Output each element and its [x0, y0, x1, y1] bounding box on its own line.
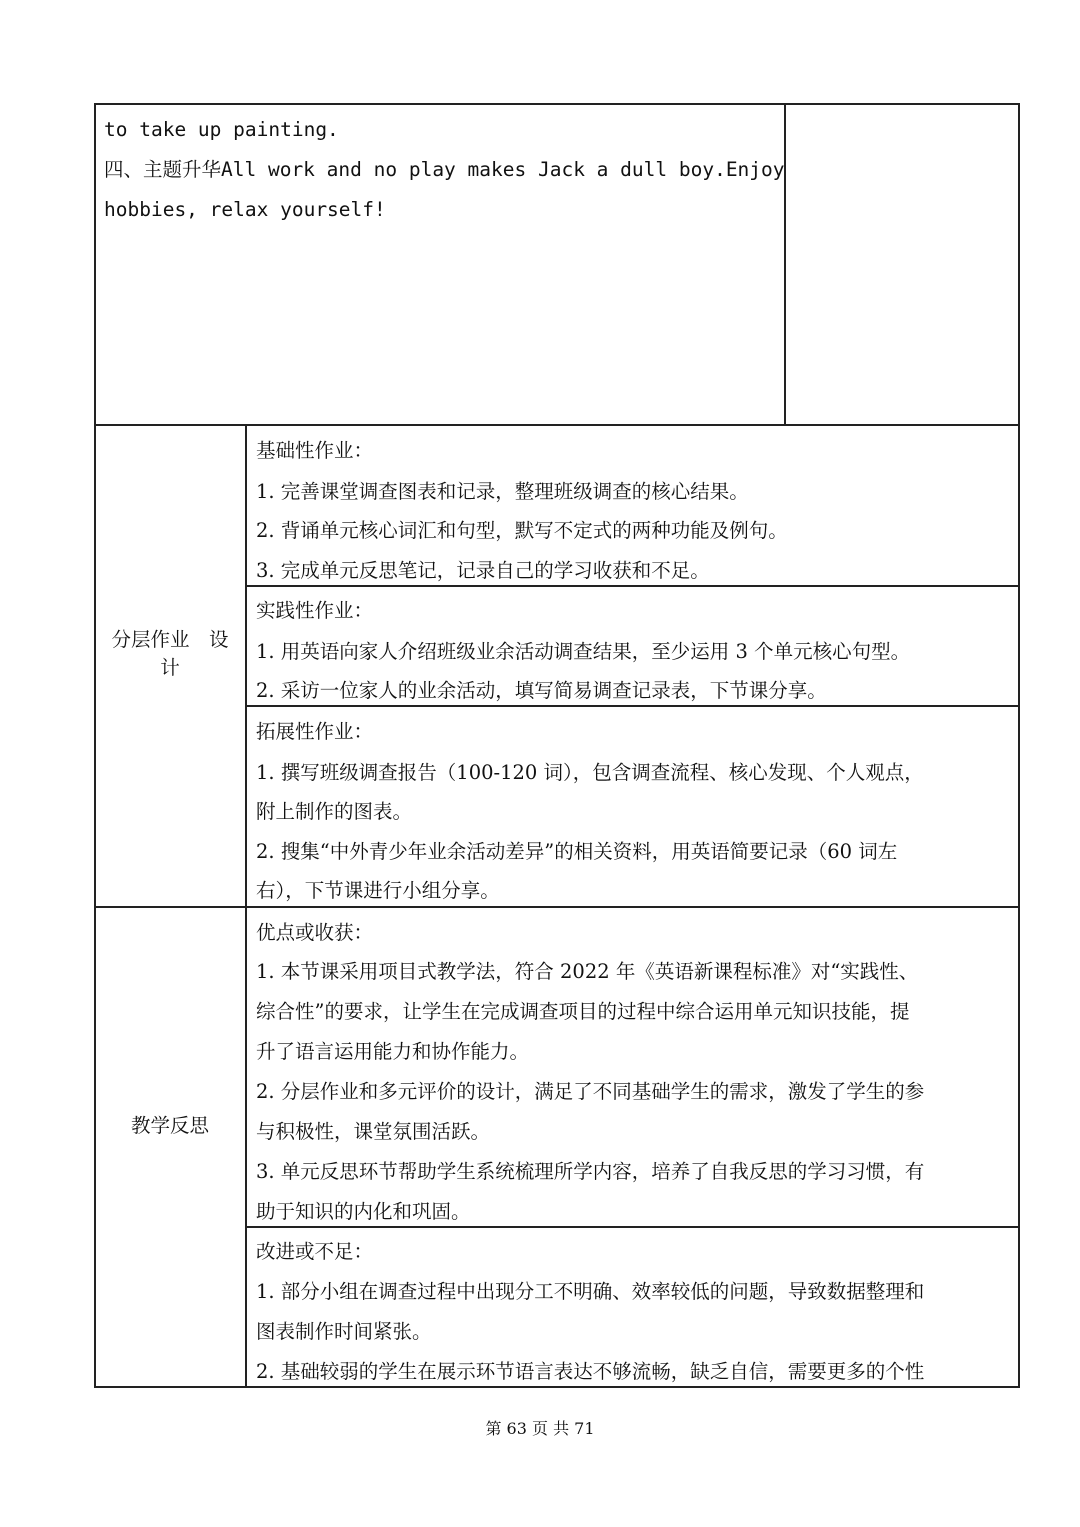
list-item: 附上制作的图表。: [256, 800, 413, 823]
homework-label: [96, 626, 244, 682]
section-heading: 改进或不足：: [256, 1240, 374, 1263]
section-heading: 优点或收获：: [256, 921, 374, 944]
reflection-label: 教学反思: [130, 1114, 209, 1137]
list-item: 1. 用英语向家人介绍班级业余活动调查结果，至少运用 3 个单元核心句型。: [256, 640, 911, 663]
section-heading: 基础性作业：: [256, 439, 374, 462]
list-item: 图表制作时间紧张。: [256, 1320, 432, 1343]
list-item: 综合性”的要求，让学生在完成调查项目的过程中综合运用单元知识技能，提: [256, 1000, 910, 1023]
list-item: 助于知识的内化和巩固。: [256, 1200, 471, 1223]
list-item: 3. 单元反思环节帮助学生系统梳理所学内容，培养了自我反思的学习习惯，有: [256, 1160, 925, 1183]
list-item: 2. 采访一位家人的业余活动，填写简易调查记录表，下节课分享。: [256, 679, 827, 702]
text-line: to take up painting.: [104, 118, 339, 141]
list-item: 2. 背诵单元核心词汇和句型，默写不定式的两种功能及例句。: [256, 519, 788, 542]
page-number: 第 63 页 共 71: [485, 1419, 595, 1438]
homework-label-line: 分层作业 设: [111, 628, 229, 651]
list-item: 2. 基础较弱的学生在展示环节语言表达不够流畅，缺乏自信，需要更多的个性: [256, 1360, 925, 1383]
list-item: 升了语言运用能力和协作能力。: [256, 1040, 530, 1063]
list-item: 1. 本节课采用项目式教学法，符合 2022 年《英语新课程标准》对“实践性、: [256, 960, 919, 983]
list-item: 1. 部分小组在调查过程中出现分工不明确、效率较低的问题，导致数据整理和: [256, 1280, 925, 1303]
list-item: 与积极性，课堂氛围活跃。: [256, 1120, 491, 1143]
list-item: 3. 完成单元反思笔记，记录自己的学习收获和不足。: [256, 559, 710, 582]
text-line: 四、主题升华All work and no play makes Jack a dull boy.Enjoy: [104, 158, 785, 181]
homework-label-line: 计: [160, 656, 180, 679]
list-item: 1. 撰写班级调查报告（100-120 词），包含调查流程、核心发现、个人观点，: [256, 761, 924, 784]
text-line: hobbies, relax yourself!: [104, 198, 386, 221]
section-heading: 实践性作业：: [256, 599, 374, 622]
list-item: 2. 搜集“中外青少年业余活动差异”的相关资料，用英语简要记录（60 词左: [256, 840, 898, 863]
list-item: 1. 完善课堂调查图表和记录，整理班级调查的核心结果。: [256, 480, 749, 503]
list-item: 2. 分层作业和多元评价的设计，满足了不同基础学生的需求，激发了学生的参: [256, 1080, 925, 1103]
section-heading: 拓展性作业：: [256, 720, 374, 743]
list-item: 右），下节课进行小组分享。: [256, 879, 500, 902]
